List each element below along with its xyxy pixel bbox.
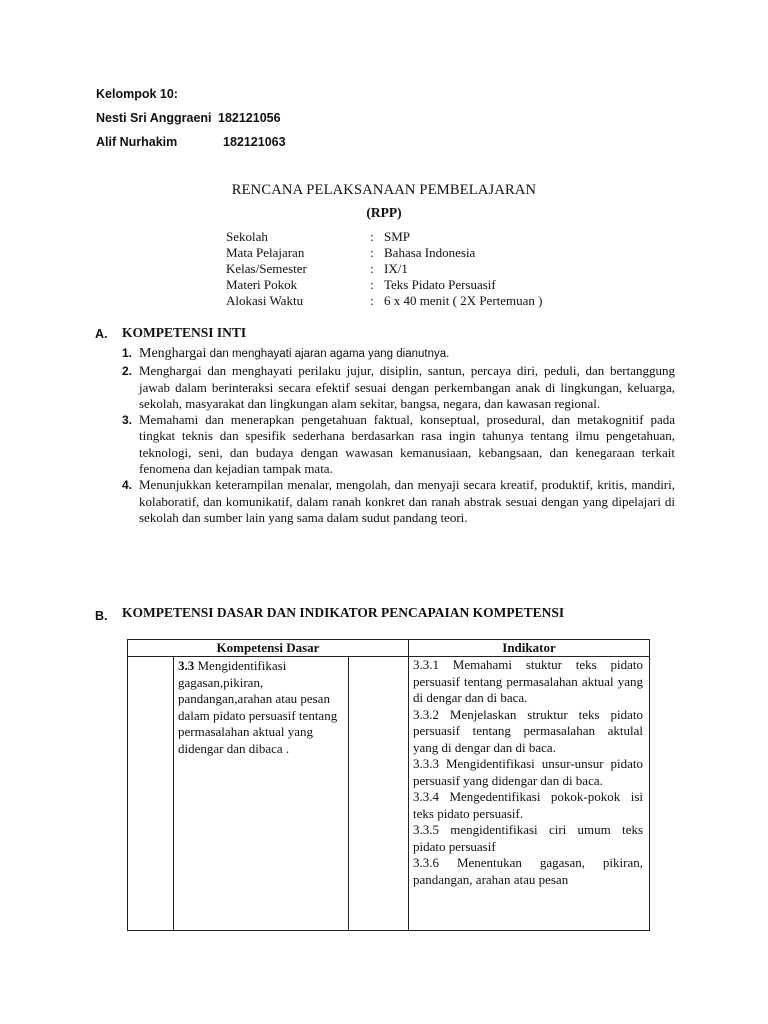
member-row [96, 135, 177, 149]
info-value: Teks Pidato Persuasif [384, 277, 496, 292]
table-row [128, 657, 650, 931]
indicator-item: 3.3.2 Menjelaskan struktur teks pidato persuasif tentang permasalahan aktulal yang di dengar dan di baca. [413, 706, 643, 755]
list-item-text: dan menghayati ajaran agama yang dianutnya. [206, 348, 450, 360]
kompetensi-inti-list [122, 345, 675, 526]
info-value: Bahasa Indonesia [384, 245, 476, 260]
info-value: IX/1 [384, 261, 408, 276]
table-cell-empty [349, 657, 409, 931]
member-name: Alif Nurhakim [96, 135, 178, 149]
list-item [122, 345, 675, 362]
member-nim: 182121063 [223, 135, 286, 149]
table-header-row [128, 640, 650, 657]
indicator-item: 3.3.6 Menentukan gagasan, pikiran, pandangan, arahan atau pesan [413, 855, 643, 887]
table-cell-kd [174, 657, 349, 931]
info-colon: : [370, 293, 374, 308]
info-colon: : [370, 229, 374, 244]
kompetensi-table [127, 639, 650, 931]
list-number: 1. [122, 346, 133, 360]
list-number: 3. [122, 413, 133, 428]
indicator-item: 3.3.3 Mengidentifikasi unsur-unsur pidato persuasif yang didengar dan di baca. [413, 756, 643, 788]
kd-text: Mengidentifikasi gagasan,pikiran, pandangan,arahan atau pesan dalam pidato persuasif tentang permasalahan aktual yang didengar dan dibaca . [178, 658, 338, 756]
list-item-text: Memahami dan menerapkan pengetahuan faktual, konseptual, prosedural, dan metakognitif pada tingkat teknis dan spesifik sederhana berdasarkan rasa ingin tahunya tentang ilmu pengetahuan, teknologi, seni, dan budaya dengan wawasan kemanusiaan, kebangsaan, dan kenegaraan terkait fenomena dan kejadian tampak mata. [139, 412, 675, 477]
list-number: 2. [122, 364, 133, 379]
section-b-letter: B. [95, 609, 108, 623]
info-value: 6 x 40 menit ( 2X Pertemuan ) [384, 293, 543, 308]
info-colon: : [370, 261, 374, 276]
list-item-text: Menghargai dan menghayati perilaku jujur, disiplin, santun, percaya diri, peduli, dan bertanggung jawab dalam berinteraksi secara efektif sesuai dengan perkembangan anak di lingkungan, keluarga, sekolah, masyarakat dan lingkungan alam sekitar, bangsa, negara, dan kawasan regional. [139, 363, 675, 411]
list-item [122, 363, 675, 412]
member-row [96, 111, 212, 125]
section-b-title: KOMPETENSI DASAR DAN INDIKATOR PENCAPAIAN KOMPETENSI [122, 605, 565, 620]
table-header-kd: Kompetensi Dasar [128, 640, 409, 657]
list-number: 4. [122, 478, 133, 493]
info-colon: : [370, 245, 374, 260]
document-subtitle: (RPP) [366, 205, 402, 220]
list-item [122, 412, 675, 477]
section-a-title: KOMPETENSI INTI [122, 325, 247, 340]
table-cell-empty [128, 657, 174, 931]
info-label: Sekolah [226, 229, 268, 244]
document-title: RENCANA PELAKSANAAN PEMBELAJARAN [231, 182, 537, 198]
info-value: SMP [384, 229, 411, 244]
list-item-lead: Menghargai [139, 346, 207, 361]
info-label: Alokasi Waktu [226, 293, 304, 308]
kd-number: 3.3 [178, 658, 195, 673]
member-name: Nesti Sri Anggraeni [96, 111, 212, 125]
list-item [122, 477, 675, 526]
info-label: Kelas/Semester [226, 261, 307, 276]
member-nim: 182121056 [218, 111, 281, 125]
indicator-item: 3.3.5 mengidentifikasi ciri umum teks pidato persuasif [413, 822, 643, 854]
info-label: Materi Pokok [226, 277, 298, 292]
group-title: Kelompok 10: [96, 87, 178, 101]
section-a-letter: A. [95, 327, 108, 341]
info-label: Mata Pelajaran [226, 245, 305, 260]
list-item-text: Menunjukkan keterampilan menalar, mengolah, dan menyaji secara kreatif, produktif, kritis, mandiri, kolaboratif, dan komunikatif, dalam ranah konkret dan ranah abstrak sesuai dengan yang dipelajari di sekolah dan sumber lain yang sama dalam sudut pandang teori. [139, 477, 675, 525]
table-cell-indicators [409, 657, 650, 931]
indicator-item: 3.3.1 Memahami stuktur teks pidato persuasif tentang permasalahan aktual yang di dengar dan di baca. [413, 657, 643, 705]
indicator-item: 3.3.4 Mengedentifikasi pokok-pokok isi teks pidato persuasif. [413, 789, 643, 821]
info-colon: : [370, 277, 374, 292]
table-header-indicator: Indikator [409, 640, 650, 657]
